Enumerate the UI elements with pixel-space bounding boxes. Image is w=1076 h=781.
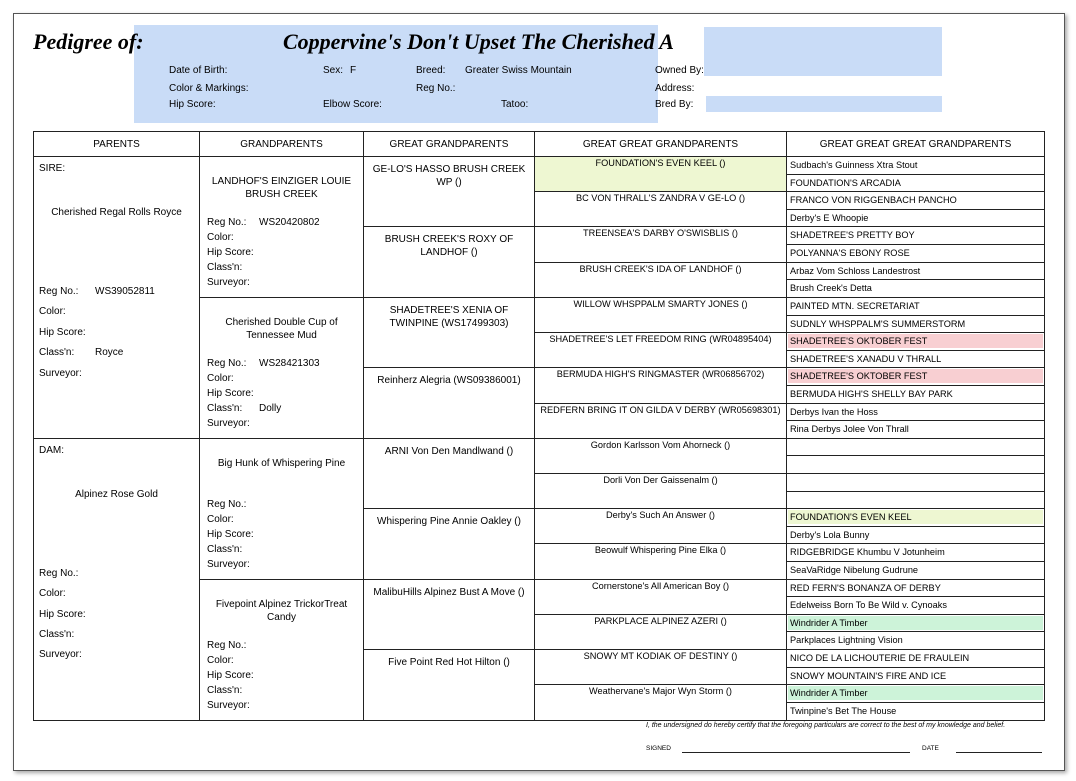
gp-surveyor-label: Surveyor: bbox=[207, 558, 250, 570]
great-great-great-grandparent-cell[interactable] bbox=[787, 403, 1045, 421]
sire-role-label: SIRE: bbox=[39, 163, 66, 175]
dam-hip-label: Hip Score: bbox=[39, 608, 86, 620]
great-great-great-grandparent-name[interactable]: Derby's E Whoopie bbox=[790, 212, 869, 223]
great-grandparent-name[interactable]: Reinherz Alegria (WS09386001) bbox=[377, 375, 521, 387]
reg-no-label: Reg No.: bbox=[416, 83, 456, 94]
great-great-grandparent-cell[interactable] bbox=[535, 227, 787, 262]
great-great-great-grandparent-name[interactable]: Windrider A Timber bbox=[788, 616, 1043, 630]
great-grandparent-name[interactable]: Whispering Pine Annie Oakley () bbox=[377, 516, 521, 528]
grandparent-cell[interactable] bbox=[200, 438, 364, 579]
sex-value[interactable]: F bbox=[350, 65, 357, 76]
great-great-great-grandparent-name[interactable] bbox=[787, 439, 1044, 441]
gp-class-value[interactable]: Dolly bbox=[259, 402, 282, 414]
great-great-great-grandparent-cell[interactable] bbox=[787, 667, 1045, 685]
great-great-grandparent-cell[interactable] bbox=[535, 685, 787, 721]
great-great-great-grandparent-cell[interactable] bbox=[787, 526, 1045, 544]
gp-color-label: Color: bbox=[207, 232, 234, 244]
great-great-great-grandparent-name[interactable]: FRANCO VON RIGGENBACH PANCHO bbox=[790, 195, 957, 206]
dam-name[interactable]: Alpinez Rose Gold bbox=[75, 488, 158, 500]
color-markings-label: Color & Markings: bbox=[169, 83, 249, 94]
gp-surveyor-label: Surveyor: bbox=[207, 699, 250, 711]
grandparent-cell[interactable] bbox=[200, 297, 364, 438]
dam-fields bbox=[39, 564, 86, 666]
dam-class-label: Class'n: bbox=[39, 629, 75, 640]
great-great-great-grandparent-cell[interactable] bbox=[787, 174, 1045, 192]
great-grandparent-cell[interactable] bbox=[364, 579, 535, 649]
great-great-great-grandparent-name[interactable]: RED FERN'S BONANZA OF DERBY bbox=[790, 582, 941, 593]
great-great-great-grandparent-cell[interactable] bbox=[787, 509, 1045, 527]
great-great-great-grandparent-cell[interactable] bbox=[787, 650, 1045, 668]
great-great-great-grandparent-cell[interactable] bbox=[787, 632, 1045, 650]
great-great-great-grandparent-cell[interactable] bbox=[787, 614, 1045, 632]
great-great-great-grandparent-cell[interactable] bbox=[787, 685, 1045, 703]
great-great-great-grandparent-name[interactable]: Twinpine's Bet The House bbox=[790, 705, 897, 716]
great-grandparent-name[interactable]: MalibuHills Alpinez Bust A Move () bbox=[373, 586, 525, 598]
great-grandparent-cell[interactable] bbox=[364, 368, 535, 438]
great-great-great-grandparent-cell[interactable] bbox=[787, 385, 1045, 403]
col-header-great-great-great-grandparents: GREAT GREAT GREAT GRANDPARENTS bbox=[787, 132, 1045, 157]
great-great-great-grandparent-name[interactable]: FOUNDATION'S ARCADIA bbox=[790, 177, 901, 188]
owned-by-field[interactable] bbox=[704, 27, 942, 76]
sire-surveyor-label: Surveyor: bbox=[39, 367, 82, 379]
sex-label: Sex: bbox=[323, 65, 344, 76]
gp-reg-value[interactable]: WS28421303 bbox=[259, 357, 320, 369]
sire-cell[interactable] bbox=[34, 157, 200, 439]
great-great-great-grandparent-cell[interactable] bbox=[787, 209, 1045, 227]
great-great-grandparent-name[interactable]: BC VON THRALL'S ZANDRA V GE-LO () bbox=[575, 193, 746, 204]
signed-label: SIGNED bbox=[646, 745, 671, 752]
col-header-parents: PARENTS bbox=[34, 132, 200, 157]
sire-hip-label: Hip Score: bbox=[39, 326, 86, 338]
great-great-grandparent-name[interactable]: PARKPLACE ALPINEZ AZERI () bbox=[594, 615, 727, 626]
date-line[interactable] bbox=[956, 752, 1042, 753]
great-great-great-grandparent-name[interactable]: SHADETREE'S OKTOBER FEST bbox=[788, 369, 1043, 383]
col-header-great-grandparents: GREAT GRANDPARENTS bbox=[364, 132, 535, 157]
breed-value[interactable]: Greater Swiss Mountain bbox=[465, 65, 572, 76]
great-great-great-grandparent-name[interactable]: FOUNDATION'S EVEN KEEL bbox=[788, 510, 1043, 524]
great-great-grandparent-name[interactable]: FOUNDATION'S EVEN KEEL () bbox=[595, 158, 726, 169]
great-great-great-grandparent-name[interactable] bbox=[787, 474, 1044, 476]
gp-reg-value[interactable]: WS20420802 bbox=[259, 217, 320, 229]
great-great-grandparent-name[interactable]: Gordon Karlsson Vom Ahorneck () bbox=[590, 439, 731, 450]
grandparent-fields bbox=[207, 356, 320, 431]
gp-color-label: Color: bbox=[207, 513, 234, 525]
grandparent-name[interactable]: Big Hunk of Whispering Pine bbox=[217, 457, 346, 469]
great-great-great-grandparent-name[interactable]: RIDGEBRIDGE Khumbu V Jotunheim bbox=[790, 547, 945, 558]
tatoo-label: Tatoo: bbox=[501, 99, 529, 110]
grandparent-cell[interactable] bbox=[200, 579, 364, 720]
dog-name[interactable]: Coppervine's Don't Upset The Cherished A bbox=[283, 29, 674, 54]
great-grandparent-cell[interactable] bbox=[364, 509, 535, 579]
grandparent-cell[interactable] bbox=[200, 157, 364, 298]
great-grandparent-name[interactable]: ARNI Von Den Mandlwand () bbox=[384, 445, 514, 457]
great-great-great-grandparent-name[interactable]: SHADETREE'S PRETTY BOY bbox=[790, 230, 915, 241]
great-great-great-grandparent-cell[interactable] bbox=[787, 245, 1045, 263]
great-great-grandparent-cell[interactable] bbox=[535, 650, 787, 685]
great-great-grandparent-cell[interactable] bbox=[535, 333, 787, 368]
address-label: Address: bbox=[655, 83, 695, 94]
great-great-great-grandparent-cell[interactable] bbox=[787, 491, 1045, 509]
great-great-great-grandparent-name[interactable]: NICO DE LA LICHOUTERIE DE FRAULEIN bbox=[790, 653, 970, 664]
great-great-great-grandparent-cell[interactable] bbox=[787, 474, 1045, 492]
date-label: DATE bbox=[922, 745, 939, 752]
gp-hip-label: Hip Score: bbox=[207, 669, 254, 681]
great-grandparent-cell[interactable] bbox=[364, 650, 535, 721]
pedigree-table bbox=[33, 131, 1045, 721]
great-great-great-grandparent-name[interactable]: SHADETREE'S XANADU V THRALL bbox=[790, 353, 942, 364]
col-header-grandparents: GRANDPARENTS bbox=[200, 132, 364, 157]
great-great-grandparent-name[interactable]: BRUSH CREEK'S IDA OF LANDHOF () bbox=[579, 263, 742, 274]
gp-class-label: Class'n: bbox=[207, 402, 243, 414]
gp-class-label: Class'n: bbox=[207, 543, 243, 555]
great-great-great-grandparent-cell[interactable] bbox=[787, 315, 1045, 333]
grandparent-fields bbox=[207, 638, 254, 713]
great-great-great-grandparent-name[interactable]: SHADETREE'S OKTOBER FEST bbox=[788, 334, 1043, 348]
gp-surveyor-label: Surveyor: bbox=[207, 417, 250, 429]
dam-surveyor-label: Surveyor: bbox=[39, 649, 82, 661]
great-great-great-grandparent-cell[interactable] bbox=[787, 297, 1045, 315]
sire-class-label: Class'n: bbox=[39, 347, 75, 359]
great-great-great-grandparent-cell[interactable] bbox=[787, 421, 1045, 439]
breed-label: Breed: bbox=[416, 65, 446, 76]
great-grandparent-name[interactable]: BRUSH CREEK'S ROXY OF LANDHOF () bbox=[384, 234, 514, 259]
great-great-great-grandparent-cell[interactable] bbox=[787, 702, 1045, 720]
dam-cell[interactable] bbox=[34, 438, 200, 720]
great-great-great-grandparent-cell[interactable] bbox=[787, 544, 1045, 562]
grandparent-fields bbox=[207, 215, 320, 290]
great-great-grandparent-cell[interactable] bbox=[535, 509, 787, 544]
grandparent-name[interactable]: Fivepoint Alpinez TrickorTreat Candy bbox=[215, 598, 348, 623]
great-grandparent-name[interactable]: GE-LO'S HASSO BRUSH CREEK WP () bbox=[372, 164, 526, 189]
great-great-grandparent-name[interactable]: BERMUDA HIGH'S RINGMASTER (WR06856702) bbox=[556, 369, 765, 380]
gp-reg-label: Reg No.: bbox=[207, 357, 247, 369]
dam-reg-label: Reg No.: bbox=[39, 567, 79, 579]
signature-line[interactable] bbox=[682, 752, 910, 753]
gp-surveyor-label: Surveyor: bbox=[207, 277, 250, 289]
great-great-grandparent-name[interactable]: WILLOW WHSPPALM SMARTY JONES () bbox=[573, 298, 748, 309]
great-great-grandparent-name[interactable]: Beowulf Whispering Pine Elka () bbox=[594, 545, 727, 556]
col-header-great-great-grandparents: GREAT GREAT GRANDPARENTS bbox=[535, 132, 787, 157]
great-great-grandparent-name[interactable]: Dorli Von Der Gaissenalm () bbox=[603, 475, 718, 485]
sire-class-value[interactable]: Royce bbox=[95, 347, 124, 359]
great-grandparent-name[interactable]: Five Point Red Hot Hilton () bbox=[388, 657, 510, 669]
gp-reg-label: Reg No.: bbox=[207, 217, 247, 229]
bred-by-label: Bred By: bbox=[655, 99, 694, 110]
sire-color-label: Color: bbox=[39, 306, 66, 318]
sire-reg-value[interactable]: WS39052811 bbox=[95, 286, 155, 298]
great-great-great-grandparent-cell[interactable] bbox=[787, 333, 1045, 351]
dob-label: Date of Birth: bbox=[169, 65, 228, 76]
great-great-grandparent-name[interactable]: TREENSEA'S DARBY O'SWISBLIS () bbox=[583, 228, 738, 239]
great-great-great-grandparent-cell[interactable] bbox=[787, 438, 1045, 456]
great-great-great-grandparent-name[interactable]: SNOWY MOUNTAIN'S FIRE AND ICE bbox=[790, 670, 947, 681]
great-great-grandparent-cell[interactable] bbox=[535, 544, 787, 579]
elbow-score-label: Elbow Score: bbox=[323, 99, 382, 110]
great-great-great-grandparent-name[interactable]: Rina Derbys Jolee Von Thrall bbox=[790, 424, 909, 435]
great-great-grandparent-cell[interactable] bbox=[535, 297, 787, 332]
great-great-grandparent-name[interactable]: SNOWY MT KODIAK OF DESTINY () bbox=[583, 651, 738, 662]
great-great-great-grandparent-cell[interactable] bbox=[787, 579, 1045, 597]
sire-name[interactable]: Cherished Regal Rolls Royce bbox=[51, 207, 182, 219]
great-great-great-grandparent-name[interactable]: Edelweiss Born To Be Wild v. Cynoaks bbox=[790, 600, 947, 611]
great-great-grandparent-name[interactable]: REDFERN BRING IT ON GILDA V DERBY (WR05698301) bbox=[540, 404, 781, 415]
great-great-great-grandparent-name[interactable]: Windrider A Timber bbox=[788, 686, 1043, 700]
great-great-great-grandparent-name[interactable] bbox=[787, 492, 1044, 494]
gp-color-label: Color: bbox=[207, 654, 234, 666]
gp-reg-label: Reg No.: bbox=[207, 639, 247, 651]
great-great-grandparent-cell[interactable] bbox=[535, 614, 787, 649]
certification-text: I, the undersigned do hereby certify that the foregoing particulars are correct to the best of my knowledge and belief. bbox=[646, 722, 1006, 729]
bred-by-field[interactable] bbox=[706, 96, 942, 112]
great-great-great-grandparent-name[interactable]: Arbaz Vom Schloss Landestrost bbox=[790, 265, 921, 276]
great-great-great-grandparent-name[interactable]: Derbys Ivan the Hoss bbox=[790, 406, 878, 417]
gp-reg-label: Reg No.: bbox=[207, 498, 247, 510]
great-great-grandparent-cell[interactable] bbox=[535, 474, 787, 509]
grandparent-name[interactable]: LANDHOF'S EINZIGER LOUIE BRUSH CREEK bbox=[211, 176, 352, 201]
great-great-great-grandparent-cell[interactable] bbox=[787, 280, 1045, 298]
great-great-grandparent-cell[interactable] bbox=[535, 579, 787, 614]
grandparent-name[interactable]: Cherished Double Cup of Tennessee Mud bbox=[225, 316, 338, 341]
great-grandparent-name[interactable]: SHADETREE'S XENIA OF TWINPINE (WS17499303) bbox=[389, 304, 509, 329]
gp-hip-label: Hip Score: bbox=[207, 247, 254, 259]
great-great-great-grandparent-name[interactable]: Sudbach's Guinness Xtra Stout bbox=[790, 160, 918, 171]
great-great-great-grandparent-name[interactable]: Brush Creek's Detta bbox=[790, 283, 872, 294]
great-great-great-grandparent-cell[interactable] bbox=[787, 368, 1045, 386]
great-great-great-grandparent-name[interactable]: SUDNLY WHSPPALM'S SUMMERSTORM bbox=[790, 318, 966, 329]
sire-fields bbox=[39, 282, 155, 384]
great-great-great-grandparent-name[interactable]: BERMUDA HIGH'S SHELLY BAY PARK bbox=[790, 388, 953, 399]
gp-class-label: Class'n: bbox=[207, 684, 243, 696]
great-great-great-grandparent-cell[interactable] bbox=[787, 562, 1045, 580]
great-great-great-grandparent-name[interactable]: POLYANNA'S EBONY ROSE bbox=[790, 248, 910, 259]
great-great-grandparent-name[interactable]: Weathervane's Major Wyn Storm () bbox=[589, 686, 732, 697]
great-great-great-grandparent-name[interactable]: PAINTED MTN. SECRETARIAT bbox=[790, 300, 920, 311]
great-great-great-grandparent-name[interactable]: Derby's Lola Bunny bbox=[790, 529, 870, 540]
great-great-great-grandparent-name[interactable]: SeaVaRidge Nibelung Gudrune bbox=[790, 565, 919, 576]
great-great-great-grandparent-cell[interactable] bbox=[787, 350, 1045, 368]
gp-color-label: Color: bbox=[207, 372, 234, 384]
great-great-grandparent-name[interactable]: Cornerstone's All American Boy () bbox=[591, 580, 730, 591]
dam-role-label: DAM: bbox=[39, 444, 64, 456]
great-great-great-grandparent-cell[interactable] bbox=[787, 157, 1045, 175]
great-great-grandparent-name[interactable]: Derby's Such An Answer () bbox=[606, 510, 715, 521]
pedigree-title-label: Pedigree of: bbox=[33, 29, 144, 54]
gp-hip-label: Hip Score: bbox=[207, 387, 254, 399]
great-great-grandparent-cell[interactable] bbox=[535, 262, 787, 297]
dam-color-label: Color: bbox=[39, 588, 66, 600]
great-great-great-grandparent-name[interactable]: Parkplaces Lightning Vision bbox=[790, 635, 903, 646]
hip-score-label: Hip Score: bbox=[169, 99, 216, 110]
great-great-grandparent-cell[interactable] bbox=[535, 157, 787, 192]
owned-by-label: Owned By: bbox=[655, 65, 704, 76]
great-great-grandparent-cell[interactable] bbox=[535, 438, 787, 473]
gp-class-label: Class'n: bbox=[207, 262, 243, 274]
great-grandparent-cell[interactable] bbox=[364, 227, 535, 297]
great-great-grandparent-name[interactable]: SHADETREE'S LET FREEDOM RING (WR04895404) bbox=[549, 334, 772, 345]
great-great-great-grandparent-cell[interactable] bbox=[787, 456, 1045, 474]
grandparent-fields bbox=[207, 497, 254, 572]
great-grandparent-cell[interactable] bbox=[364, 157, 535, 227]
great-great-grandparent-cell[interactable] bbox=[535, 403, 787, 438]
great-great-great-grandparent-name[interactable] bbox=[787, 456, 1044, 458]
great-great-great-grandparent-cell[interactable] bbox=[787, 597, 1045, 615]
great-great-great-grandparent-cell[interactable] bbox=[787, 227, 1045, 245]
great-great-grandparent-cell[interactable] bbox=[535, 368, 787, 403]
great-grandparent-cell[interactable] bbox=[364, 438, 535, 508]
great-great-great-grandparent-cell[interactable] bbox=[787, 192, 1045, 210]
great-great-great-grandparent-cell[interactable] bbox=[787, 262, 1045, 280]
sire-reg-label: Reg No.: bbox=[39, 286, 79, 298]
gp-hip-label: Hip Score: bbox=[207, 528, 254, 540]
great-grandparent-cell[interactable] bbox=[364, 297, 535, 367]
great-great-grandparent-cell[interactable] bbox=[535, 192, 787, 227]
